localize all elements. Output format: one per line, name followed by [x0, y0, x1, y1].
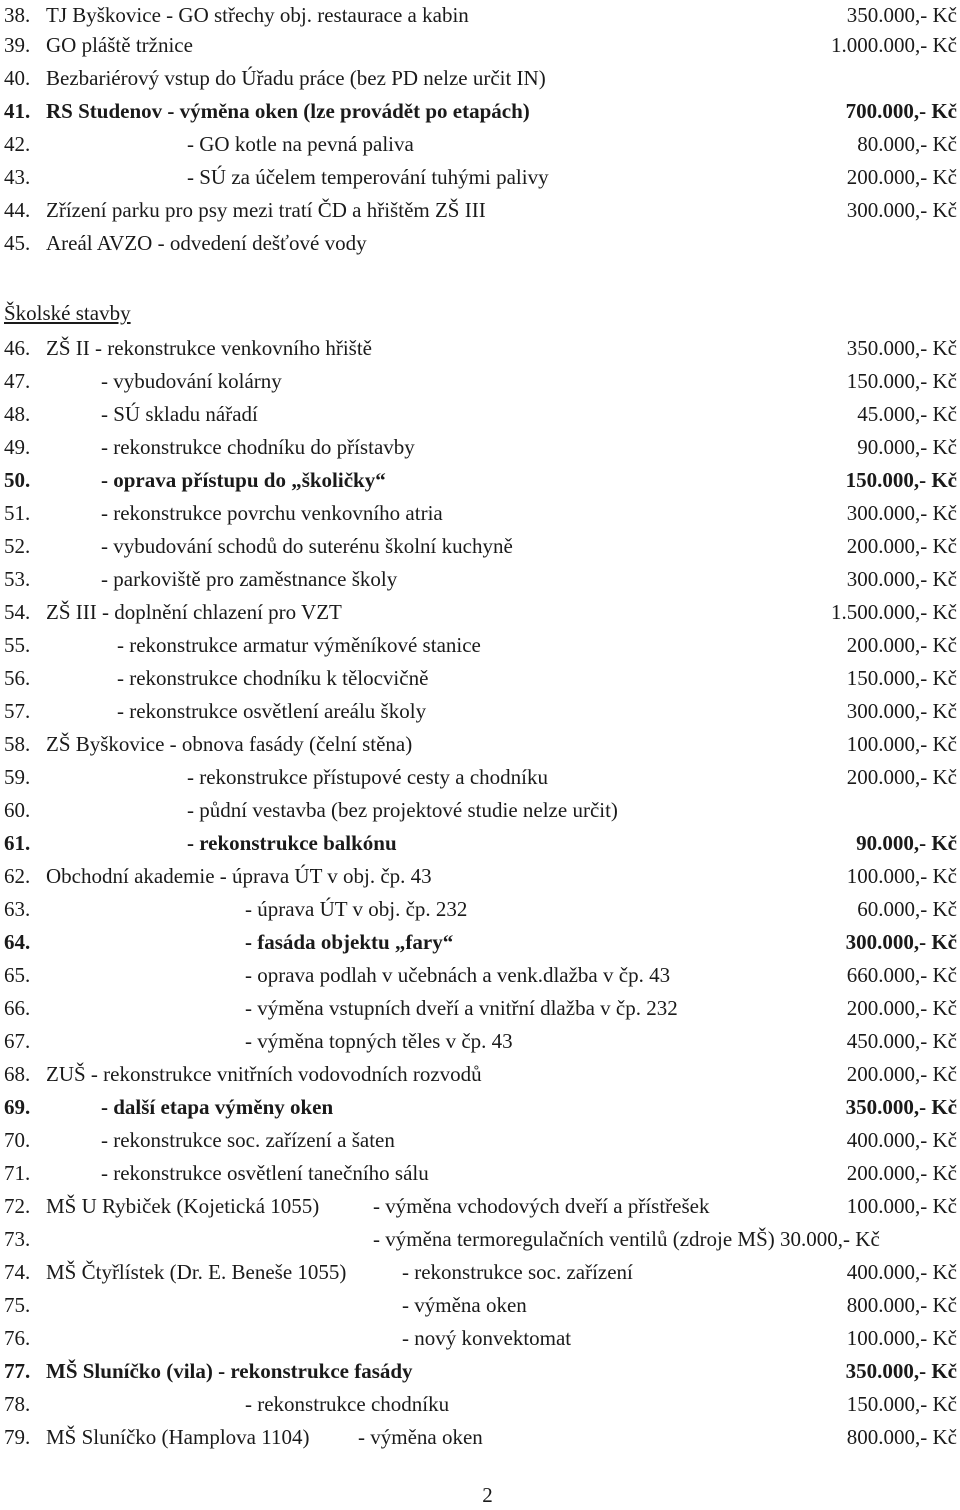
item-description: - GO kotle na pevná paliva — [187, 132, 414, 156]
budget-item-row — [0, 1125, 960, 1155]
item-number: 57. — [4, 699, 31, 723]
budget-item-row — [0, 927, 960, 957]
item-description: - rekonstrukce chodníku — [245, 1392, 450, 1416]
item-number: 63. — [4, 897, 31, 921]
item-number: 52. — [4, 534, 31, 558]
item-description: - rekonstrukce osvětlení tanečního sálu — [101, 1161, 429, 1185]
item-number: 69. — [4, 1095, 31, 1119]
item-amount: 1.500.000,- Kč — [831, 600, 957, 624]
item-number: 53. — [4, 567, 31, 591]
item-description: - rekonstrukce chodníku k tělocvičně — [117, 666, 429, 690]
budget-item-row — [0, 1422, 960, 1452]
item-description: ZUŠ - rekonstrukce vnitřních vodovodních rozvodů — [46, 1062, 482, 1086]
item-number: 62. — [4, 864, 31, 888]
item-description: - úprava ÚT v obj. čp. 232 — [245, 897, 468, 921]
budget-item-row — [0, 993, 960, 1023]
item-number: 60. — [4, 798, 31, 822]
item-description: - další etapa výměny oken — [101, 1095, 334, 1119]
item-amount: 80.000,- Kč — [857, 132, 957, 156]
budget-item-row — [0, 228, 960, 258]
budget-item-row — [0, 366, 960, 396]
budget-item-row — [0, 960, 960, 990]
item-description: - oprava přístupu do „školičky“ — [101, 468, 386, 492]
item-description: - rekonstrukce balkónu — [187, 831, 397, 855]
item-description: - výměna topných těles v čp. 43 — [245, 1029, 513, 1053]
item-amount: 200.000,- Kč — [846, 765, 957, 789]
item-number: 51. — [4, 501, 31, 525]
budget-item-row — [0, 696, 960, 726]
item-number: 43. — [4, 165, 31, 189]
budget-item-row — [0, 1323, 960, 1353]
item-number: 41. — [4, 99, 31, 123]
item-number: 42. — [4, 132, 31, 156]
item-amount: 660.000,- Kč — [846, 963, 957, 987]
budget-item-row — [0, 399, 960, 429]
budget-item-row — [0, 1059, 960, 1089]
budget-item-row — [0, 1257, 960, 1287]
item-description: - parkoviště pro zaměstnance školy — [101, 567, 398, 591]
item-sub-description: - výměna vchodových dveří a přístřešek — [373, 1194, 710, 1218]
item-description: - SÚ skladu nářadí — [101, 402, 258, 426]
item-amount: 300.000,- Kč — [846, 699, 957, 723]
budget-item-row — [0, 1191, 960, 1221]
budget-item-row — [0, 531, 960, 561]
item-number: 71. — [4, 1161, 31, 1185]
budget-item-row — [0, 432, 960, 462]
item-sub-description: - rekonstrukce soc. zařízení — [402, 1260, 633, 1284]
item-amount: 350.000,- Kč — [846, 3, 957, 27]
item-number: 68. — [4, 1062, 31, 1086]
item-amount: 200.000,- Kč — [846, 633, 957, 657]
item-number: 54. — [4, 600, 31, 624]
item-amount: 400.000,- Kč — [846, 1260, 957, 1284]
budget-item-row — [0, 828, 960, 858]
item-number: 74. — [4, 1260, 31, 1284]
item-amount: 300.000,- Kč — [845, 930, 957, 954]
item-description: ZŠ II - rekonstrukce venkovního hřiště — [46, 336, 373, 360]
item-description: - fasáda objektu „fary“ — [245, 930, 454, 954]
item-amount: 400.000,- Kč — [846, 1128, 957, 1152]
item-description: - rekonstrukce povrchu venkovního atria — [101, 501, 443, 525]
item-description: Obchodní akademie - úprava ÚT v obj. čp. 43 — [46, 864, 432, 888]
budget-item-row — [0, 1224, 960, 1254]
item-description: - nový konvektomat — [402, 1326, 572, 1350]
item-amount: 100.000,- Kč — [846, 732, 957, 756]
budget-item-row — [0, 63, 960, 93]
item-number: 58. — [4, 732, 31, 756]
item-description: Zřízení parku pro psy mezi tratí ČD a hřištěm ZŠ III — [46, 198, 486, 222]
budget-item-row — [0, 1389, 960, 1419]
item-description: TJ Byškovice - GO střechy obj. restaurace a kabin — [46, 3, 469, 27]
budget-item-row — [0, 795, 960, 825]
budget-item-row — [0, 1026, 960, 1056]
item-description: - výměna termoregulačních ventilů (zdroje MŠ) 30.000,- Kč — [373, 1227, 880, 1251]
item-amount: 800.000,- Kč — [846, 1293, 957, 1317]
item-description: MŠ U Rybiček (Kojetická 1055) — [46, 1194, 320, 1218]
item-number: 76. — [4, 1326, 31, 1350]
item-amount: 300.000,- Kč — [846, 501, 957, 525]
item-number: 72. — [4, 1194, 31, 1218]
item-description: - půdní vestavba (bez projektové studie nelze určit) — [187, 798, 618, 822]
item-description: - rekonstrukce chodníku do přístavby — [101, 435, 415, 459]
item-number: 59. — [4, 765, 31, 789]
budget-item-row — [0, 0, 960, 30]
item-description: ZŠ III - doplnění chlazení pro VZT — [46, 600, 342, 624]
item-amount: 100.000,- Kč — [846, 864, 957, 888]
item-number: 40. — [4, 66, 31, 90]
item-number: 75. — [4, 1293, 31, 1317]
page-number: 2 — [482, 1483, 493, 1507]
item-description: RS Studenov - výměna oken (lze provádět po etapách) — [46, 99, 530, 123]
budget-item-row — [0, 129, 960, 159]
item-number: 77. — [4, 1359, 31, 1383]
item-amount: 350.000,- Kč — [845, 1095, 957, 1119]
item-amount: 150.000,- Kč — [845, 468, 957, 492]
item-sub-description: - výměna oken — [358, 1425, 483, 1449]
budget-item-row — [0, 564, 960, 594]
item-number: 66. — [4, 996, 31, 1020]
item-amount: 1.000.000,- Kč — [831, 33, 957, 57]
item-amount: 300.000,- Kč — [846, 198, 957, 222]
item-number: 39. — [4, 33, 31, 57]
item-amount: 60.000,- Kč — [857, 897, 957, 921]
item-amount: 90.000,- Kč — [857, 435, 957, 459]
item-description: - oprava podlah v učebnách a venk.dlažba v čp. 43 — [245, 963, 671, 987]
item-amount: 100.000,- Kč — [846, 1326, 957, 1350]
section-heading: Školské stavby — [4, 301, 131, 325]
item-description: Bezbariérový vstup do Úřadu práce (bez PD nelze určit IN) — [46, 66, 546, 90]
budget-item-row — [0, 96, 960, 126]
item-description: Areál AVZO - odvedení dešťové vody — [46, 231, 367, 255]
budget-item-row — [0, 663, 960, 693]
item-description: MŠ Sluníčko (vila) - rekonstrukce fasády — [46, 1359, 413, 1383]
item-number: 73. — [4, 1227, 31, 1251]
item-number: 50. — [4, 468, 31, 492]
item-amount: 100.000,- Kč — [846, 1194, 957, 1218]
item-description: - vybudování schodů do suterénu školní kuchyně — [101, 534, 513, 558]
item-amount: 150.000,- Kč — [846, 369, 957, 393]
budget-item-row — [0, 762, 960, 792]
item-description: - rekonstrukce přístupové cesty a chodníku — [187, 765, 548, 789]
budget-item-row — [0, 498, 960, 528]
budget-item-row — [0, 597, 960, 627]
budget-item-row — [0, 1290, 960, 1320]
budget-item-row — [0, 162, 960, 192]
item-number: 61. — [4, 831, 31, 855]
item-amount: 200.000,- Kč — [846, 996, 957, 1020]
item-description: - SÚ za účelem temperování tuhými palivy — [187, 165, 549, 189]
budget-item-row — [0, 729, 960, 759]
item-number: 56. — [4, 666, 31, 690]
budget-item-row — [0, 465, 960, 495]
item-amount: 45.000,- Kč — [857, 402, 957, 426]
budget-item-row — [0, 861, 960, 891]
item-number: 49. — [4, 435, 31, 459]
budget-item-row — [0, 1356, 960, 1386]
item-number: 44. — [4, 198, 31, 222]
item-amount: 350.000,- Kč — [845, 1359, 957, 1383]
budget-item-row — [0, 30, 960, 60]
item-description: - výměna oken — [402, 1293, 527, 1317]
budget-item-row — [0, 333, 960, 363]
item-amount: 450.000,- Kč — [846, 1029, 957, 1053]
item-amount: 150.000,- Kč — [846, 666, 957, 690]
budget-item-row — [0, 1158, 960, 1188]
budget-item-row — [0, 630, 960, 660]
item-number: 78. — [4, 1392, 31, 1416]
item-amount: 700.000,- Kč — [845, 99, 957, 123]
item-description: GO pláště tržnice — [46, 33, 193, 57]
item-description: - výměna vstupních dveří a vnitřní dlažba v čp. 232 — [245, 996, 678, 1020]
item-number: 46. — [4, 336, 31, 360]
item-amount: 150.000,- Kč — [846, 1392, 957, 1416]
item-number: 67. — [4, 1029, 31, 1053]
item-amount: 200.000,- Kč — [846, 534, 957, 558]
item-number: 79. — [4, 1425, 31, 1449]
item-amount: 800.000,- Kč — [846, 1425, 957, 1449]
item-amount: 200.000,- Kč — [846, 1161, 957, 1185]
item-description: - rekonstrukce armatur výměníkové stanice — [117, 633, 481, 657]
item-amount: 200.000,- Kč — [846, 1062, 957, 1086]
item-amount: 350.000,- Kč — [846, 336, 957, 360]
item-number: 55. — [4, 633, 31, 657]
item-number: 70. — [4, 1128, 31, 1152]
item-amount: 90.000,- Kč — [856, 831, 957, 855]
item-number: 64. — [4, 930, 31, 954]
budget-item-row — [0, 894, 960, 924]
budget-item-row — [0, 1092, 960, 1122]
item-description: - vybudování kolárny — [101, 369, 282, 393]
item-description: ZŠ Byškovice - obnova fasády (čelní stěna) — [46, 732, 413, 756]
item-amount: 200.000,- Kč — [846, 165, 957, 189]
item-number: 45. — [4, 231, 31, 255]
item-number: 48. — [4, 402, 31, 426]
item-amount: 300.000,- Kč — [846, 567, 957, 591]
item-description: - rekonstrukce osvětlení areálu školy — [117, 699, 427, 723]
item-description: - rekonstrukce soc. zařízení a šaten — [101, 1128, 395, 1152]
item-number: 65. — [4, 963, 31, 987]
item-description: MŠ Čtyřlístek (Dr. E. Beneše 1055) — [46, 1260, 347, 1284]
item-number: 47. — [4, 369, 31, 393]
budget-item-row — [0, 195, 960, 225]
item-description: MŠ Sluníčko (Hamplova 1104) — [46, 1425, 310, 1449]
item-number: 38. — [4, 3, 31, 27]
